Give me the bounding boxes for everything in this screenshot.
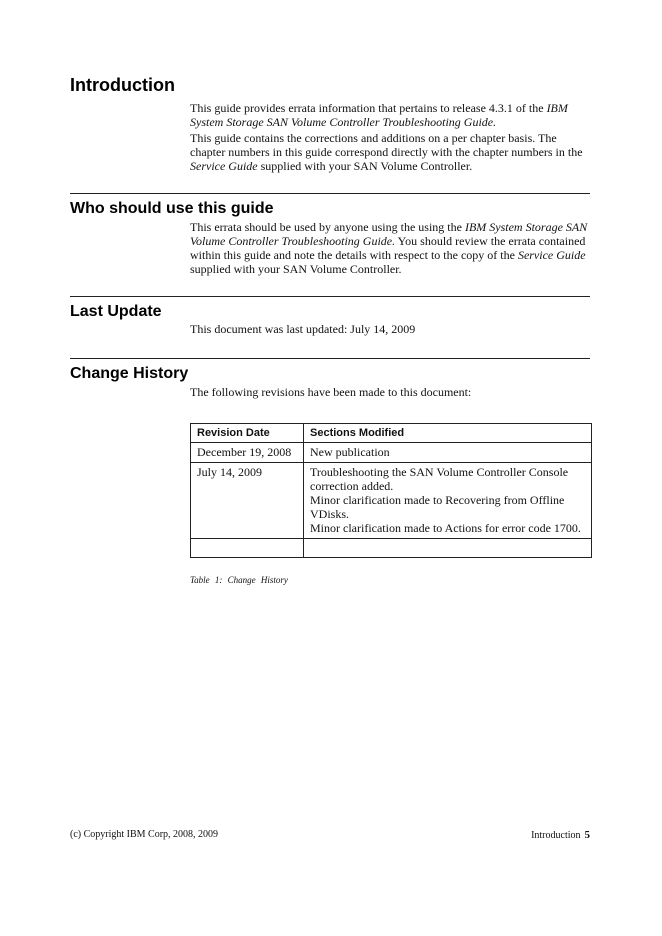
revision-date-cell: December 19, 2008	[191, 443, 304, 463]
who-should-use-paragraph: This errata should be used by anyone using the using the IBM System Storage SAN Volume Controller Troubleshooting Guide. You should review the errata contained within this guide and note the details with respect to the copy of the Service Guide supplied with your SAN Volume Controller.	[190, 220, 588, 276]
column-header-sections-modified: Sections Modified	[304, 424, 592, 443]
last-update-heading: Last Update	[70, 303, 162, 320]
page-number: 5	[584, 829, 590, 841]
introduction-paragraph-2: This guide contains the corrections and additions on a per chapter basis. The chapter numbers in this guide correspond directly with the chapter numbers in the Service Guide supplied with your SAN Volume Controller.	[190, 131, 583, 173]
section-entry: Troubleshooting the SAN Volume Controller Console correction added.	[310, 465, 569, 493]
empty-cell	[304, 539, 592, 558]
footer-section: Introduction	[531, 830, 581, 841]
table-header-row	[191, 424, 592, 443]
sections-modified-cell	[304, 463, 592, 539]
table-row	[191, 443, 592, 463]
footer-page-info	[531, 829, 590, 841]
table-row	[191, 463, 592, 539]
revision-date-cell: July 14, 2009	[191, 463, 304, 539]
empty-cell	[191, 539, 304, 558]
section-divider	[70, 358, 590, 359]
sections-modified-cell	[304, 443, 592, 463]
section-entry: Minor clarification made to Actions for error code 1700.	[310, 521, 581, 535]
section-entry: Minor clarification made to Recovering from Offline VDisks.	[310, 493, 565, 521]
change-history-table	[190, 423, 592, 558]
footer-copyright: (c) Copyright IBM Corp, 2008, 2009	[70, 829, 219, 840]
last-update-text: This document was last updated: July 14, 2009	[190, 322, 416, 336]
introduction-paragraph-1: This guide provides errata information that pertains to release 4.3.1 of the IBM System Storage SAN Volume Controller Troubleshooting Guide.	[190, 101, 568, 129]
table-caption: Table 1: Change History	[190, 575, 288, 585]
change-history-intro: The following revisions have been made to this document:	[190, 385, 472, 399]
section-divider	[70, 193, 590, 194]
introduction-heading: Introduction	[70, 75, 175, 95]
table-row-empty	[191, 539, 592, 558]
section-entry: New publication	[310, 445, 390, 459]
who-should-use-heading: Who should use this guide	[70, 200, 274, 217]
section-divider	[70, 296, 590, 297]
change-history-heading: Change History	[70, 365, 189, 382]
column-header-revision-date: Revision Date	[191, 424, 304, 443]
